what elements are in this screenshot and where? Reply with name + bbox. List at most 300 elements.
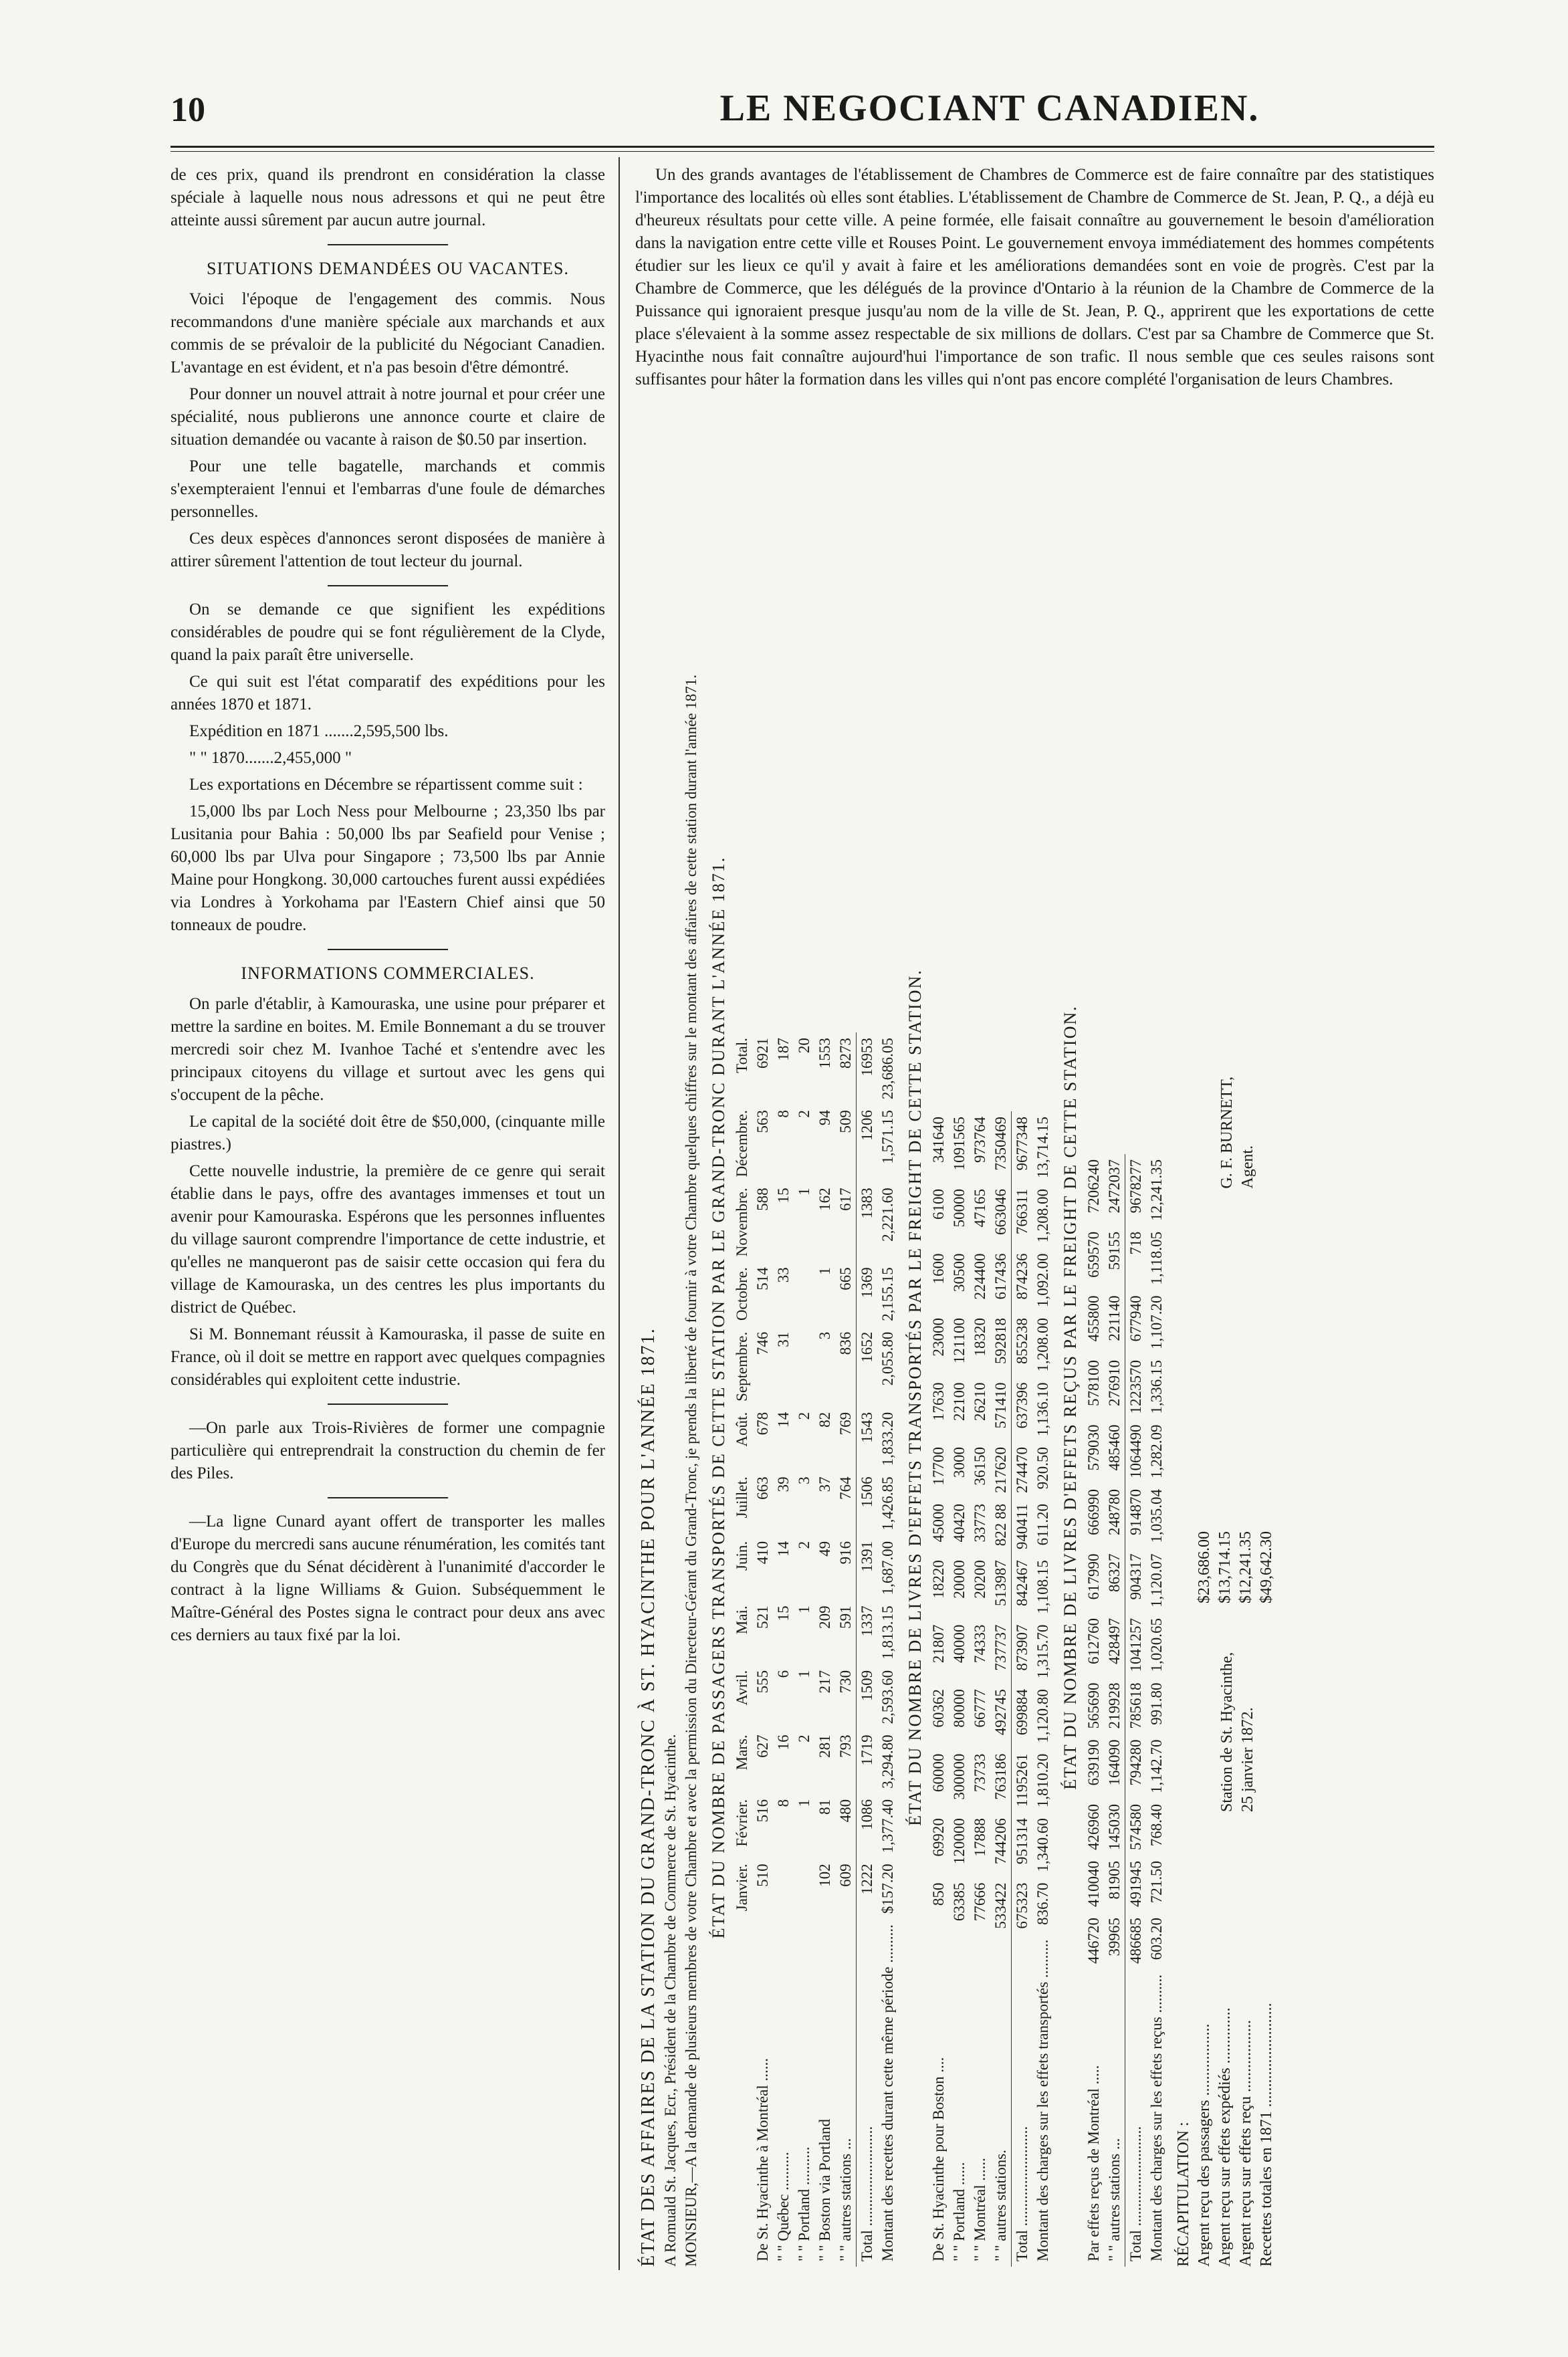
month-header: Janvier. bbox=[734, 1864, 750, 1912]
table-cell: 1,020.65 bbox=[1148, 1617, 1165, 1672]
table-cell: 1,120.80 bbox=[1034, 1689, 1051, 1743]
table-cell: 162 bbox=[816, 1188, 833, 1211]
table-cell: 18220 bbox=[930, 1560, 947, 1599]
table-cell: 17630 bbox=[930, 1382, 947, 1421]
signature-block bbox=[1217, 1077, 1258, 1812]
table-cell: 6100 bbox=[930, 1188, 947, 1220]
table-cell: 509 bbox=[837, 1110, 854, 1133]
table-cell: 836.70 bbox=[1034, 1882, 1051, 1925]
table-cell: 591 bbox=[837, 1605, 854, 1629]
paragraph: Les exportations en Décembre se répartissent comme suit : bbox=[189, 776, 583, 794]
table-cell: 617436 bbox=[992, 1253, 1009, 1300]
paragraph: On parle d'établir, à Kamouraska, une usine pour préparer et mettre la sardine en boites. M. Emile Bonnemant a du se trouver mercredi soir chez M. Ivanhoe Taché et s'entendre avec les principaux citoyens du village et surtout avec les gens qui s'occupent de la pêche. bbox=[171, 995, 605, 1104]
freight-sent-table-title: ÉTAT DU NOMBRE DE LIVRES D'EFFETS TRANSPORTÉS PAR LE FREIGHT DE CETTE STATION. bbox=[905, 969, 925, 1826]
table-cell: 221140 bbox=[1106, 1295, 1123, 1341]
table-cell: 1652 bbox=[857, 1327, 878, 1407]
table-row bbox=[1083, 1154, 1104, 2267]
table-cell: 8 bbox=[775, 1110, 792, 1118]
table-cell: 63385 bbox=[951, 1882, 968, 1922]
right-column bbox=[635, 164, 1434, 391]
table-cell: 33 bbox=[775, 1267, 792, 1283]
table-cell: 516 bbox=[754, 1799, 771, 1823]
table-cell: 187 bbox=[775, 1038, 792, 1061]
table-cell: 1195261 bbox=[1012, 1749, 1033, 1813]
table-cell: 3 bbox=[796, 1476, 812, 1484]
row-label: " " autres stations ... bbox=[1106, 2138, 1123, 2261]
table-cell: 7350469 bbox=[992, 1116, 1009, 1171]
table-cell: 678 bbox=[754, 1412, 771, 1436]
table-cell: 8 bbox=[775, 1799, 792, 1807]
table-cell: 485460 bbox=[1106, 1424, 1123, 1471]
table-cell: 164090 bbox=[1106, 1739, 1123, 1786]
table-cell: 30500 bbox=[951, 1253, 968, 1292]
table-cell: 822 88 bbox=[992, 1503, 1009, 1547]
table-cell: $157.20 bbox=[879, 1864, 896, 1914]
passengers-rows bbox=[752, 1032, 898, 2267]
table-cell: 785618 bbox=[1125, 1677, 1147, 1734]
table-cell: 1,208.00 bbox=[1034, 1317, 1051, 1372]
table-cell bbox=[794, 1858, 814, 1919]
table-cell: 665 bbox=[837, 1267, 854, 1290]
table-cell: 617990 bbox=[1085, 1553, 1102, 1600]
table-cell: 446720 bbox=[1085, 1917, 1102, 1964]
table-cell: 1064490 bbox=[1125, 1419, 1147, 1484]
table-cell: 627 bbox=[754, 1734, 771, 1758]
table-row bbox=[835, 1032, 857, 2267]
row-label: Montant des charges sur les effets transportés .......... bbox=[1034, 1939, 1051, 2261]
table-cell: 2,593.60 bbox=[879, 1670, 896, 1724]
row-label: De St. Hyacinthe à Montréal ...... bbox=[754, 2057, 771, 2261]
table-cell: 1,118.05 bbox=[1148, 1231, 1165, 1285]
table-cell: 20 bbox=[796, 1038, 812, 1054]
table-cell: 1 bbox=[796, 1670, 812, 1678]
table-cell: 8273 bbox=[837, 1038, 854, 1069]
table-cell: 1,120.07 bbox=[1148, 1553, 1165, 1607]
divider bbox=[328, 244, 448, 245]
table-header-row bbox=[732, 1032, 752, 2267]
table-cell: 675323 bbox=[1012, 1878, 1033, 1934]
table-cell: 1223570 bbox=[1125, 1355, 1147, 1420]
passengers-table bbox=[732, 1032, 898, 2267]
table-cell: 2 bbox=[796, 1541, 812, 1549]
shipment-line: " " 1870.......2,455,000 " bbox=[189, 749, 352, 767]
table-cell: 1206 bbox=[857, 1105, 878, 1182]
table-cell: 1091565 bbox=[951, 1116, 968, 1171]
recap-value: $13,714.15 bbox=[1216, 1531, 1234, 1603]
station-place: Station de St. Hyacinthe, bbox=[1218, 1652, 1236, 1812]
table-cell: 6921 bbox=[754, 1038, 771, 1069]
table-cell: 3 bbox=[816, 1331, 833, 1340]
row-label: Total .......................... bbox=[1012, 1934, 1033, 2267]
table-cell: 217620 bbox=[992, 1446, 1009, 1493]
table-cell: 23000 bbox=[930, 1317, 947, 1357]
table-cell: 1,377.40 bbox=[879, 1799, 896, 1854]
table-cell: 991.80 bbox=[1148, 1682, 1165, 1725]
table-cell: 1,108.15 bbox=[1034, 1560, 1051, 1614]
table-cell: 276910 bbox=[1106, 1359, 1123, 1406]
table-cell: 1600 bbox=[930, 1253, 947, 1284]
table-cell: 21807 bbox=[930, 1624, 947, 1664]
recap-label: Recettes totales en 1871 .......................... bbox=[1258, 2003, 1275, 2267]
table-cell: 609 bbox=[837, 1864, 854, 1887]
station-date: 25 janvier 1872. bbox=[1239, 1707, 1256, 1812]
table-cell bbox=[794, 1327, 814, 1407]
table-cell: 47165 bbox=[972, 1188, 988, 1228]
table-cell: 73733 bbox=[972, 1753, 988, 1793]
shipment-line: Expédition en 1871 .......2,595,500 lbs. bbox=[189, 722, 449, 740]
table-cell: 209 bbox=[816, 1605, 833, 1629]
row-label: Par effets reçus de Montréal ..... bbox=[1085, 2065, 1102, 2261]
table-cell: 1,142.70 bbox=[1148, 1739, 1165, 1793]
table-cell: 1,208.00 bbox=[1034, 1188, 1051, 1243]
table-cell: 20000 bbox=[951, 1560, 968, 1599]
table-cell: 33773 bbox=[972, 1503, 988, 1543]
table-cell: 904317 bbox=[1125, 1548, 1147, 1613]
paragraph: Cette nouvelle industrie, la première de ce genre qui serait établie dans le pays, offre des avantages immenses et tout un avenir pour Kamouraska. Espérons que les personnes influentes du village sauront comprendre l'importance de cette industrie, et qu'elles ne manqueront pas de saisir cette occasion qui fera du village de Kamouraska, un des centres les plus importants du district de Québec. bbox=[171, 1162, 605, 1317]
table-cell: 1,571.15 bbox=[879, 1110, 896, 1164]
table-row bbox=[949, 1111, 970, 2267]
table-cell: 578100 bbox=[1085, 1359, 1102, 1406]
table-cell: 592818 bbox=[992, 1317, 1009, 1364]
table-cell: 14 bbox=[775, 1541, 792, 1557]
table-cell: 920.50 bbox=[1034, 1446, 1051, 1490]
table-cell: 746 bbox=[754, 1331, 771, 1355]
table-cell: 766311 bbox=[1012, 1184, 1033, 1248]
table-cell: 1,136.10 bbox=[1034, 1382, 1051, 1436]
table-cell: 486685 bbox=[1125, 1912, 1147, 1969]
table-cell: 659570 bbox=[1085, 1231, 1102, 1278]
table-cell: 13,714.15 bbox=[1034, 1116, 1051, 1178]
freight-sent-rows bbox=[928, 1111, 1053, 2267]
table-cell: 77666 bbox=[972, 1882, 988, 1922]
table-cell: 81905 bbox=[1106, 1860, 1123, 1900]
table-cell: 533422 bbox=[992, 1882, 1009, 1929]
table-cell: 274470 bbox=[1012, 1442, 1033, 1498]
divider bbox=[328, 1497, 448, 1498]
table-cell: 426960 bbox=[1085, 1803, 1102, 1850]
paragraph: Ce qui suit est l'état comparatif des expéditions pour les années 1870 et 1871. bbox=[171, 673, 605, 713]
table-cell: 9678277 bbox=[1125, 1154, 1147, 1226]
table-cell: 574580 bbox=[1125, 1799, 1147, 1856]
divider bbox=[328, 949, 448, 950]
table-cell: 82 bbox=[816, 1412, 833, 1428]
divider bbox=[328, 585, 448, 586]
table-cell: 763186 bbox=[992, 1753, 1009, 1800]
row-label: " " Montréal ...... bbox=[972, 2158, 988, 2261]
table-cell: 1,035.04 bbox=[1148, 1488, 1165, 1543]
table-cell: 914870 bbox=[1125, 1484, 1147, 1549]
table-cell: 86327 bbox=[1106, 1553, 1123, 1592]
table-cell: 563 bbox=[754, 1110, 771, 1133]
table-cell: 1383 bbox=[857, 1182, 878, 1262]
row-label: De St. Hyacinthe pour Boston .... bbox=[930, 2057, 947, 2261]
month-header: Décembre. bbox=[734, 1110, 750, 1177]
paragraph: Si M. Bonnemant réussit à Kamouraska, il passe de suite en France, où il doit se mettre en rapport avec quelques compagnies considérables qui exploitent cette industrie. bbox=[171, 1325, 605, 1389]
recap-total-row bbox=[1256, 1531, 1277, 2267]
table-cell: 36150 bbox=[972, 1446, 988, 1486]
table-cell: 22100 bbox=[951, 1382, 968, 1421]
recap-value: $12,241.35 bbox=[1237, 1531, 1254, 1603]
divider bbox=[328, 1404, 448, 1405]
table-cell: 721.50 bbox=[1148, 1860, 1165, 1904]
table-cell: 663046 bbox=[992, 1188, 1009, 1235]
report-title: ÉTAT DES AFFAIRES DE LA STATION DU GRAND-TRONC À ST. HYACINTHE POUR L'ANNÉE 1871. bbox=[638, 1327, 659, 2267]
table-cell: 217 bbox=[816, 1670, 833, 1694]
table-cell: 3,294.80 bbox=[879, 1734, 896, 1789]
table-cell bbox=[773, 1858, 794, 1919]
table-cell: 699884 bbox=[1012, 1684, 1033, 1749]
table-cell: 74333 bbox=[972, 1624, 988, 1664]
table-cell: 219928 bbox=[1106, 1682, 1123, 1729]
table-cell: 491945 bbox=[1125, 1856, 1147, 1912]
newspaper-title: LE NEGOCIANT CANADIEN. bbox=[719, 88, 1260, 129]
table-cell: 2 bbox=[796, 1734, 812, 1743]
paragraph: de ces prix, quand ils prendront en considération la classe spéciale à laquelle nous nous adressons et qui ne peut être atteinte aussi sûrement par aucun autre journal. bbox=[171, 166, 605, 229]
table-cell: 3000 bbox=[951, 1446, 968, 1478]
table-cell: 16 bbox=[775, 1734, 792, 1751]
table-cell: 973764 bbox=[972, 1116, 988, 1163]
table-cell: 49 bbox=[816, 1541, 833, 1557]
table-cell: 15 bbox=[775, 1605, 792, 1621]
table-cell: 1369 bbox=[857, 1262, 878, 1327]
table-cell: 730 bbox=[837, 1670, 854, 1694]
table-cell: 677940 bbox=[1125, 1290, 1147, 1355]
table-cell: 850 bbox=[930, 1882, 947, 1906]
page-number: 10 bbox=[171, 91, 205, 129]
table-cell: 565690 bbox=[1085, 1682, 1102, 1729]
table-row bbox=[1146, 1154, 1167, 2267]
table-cell: 248780 bbox=[1106, 1488, 1123, 1535]
table-cell: 2 bbox=[796, 1412, 812, 1420]
paragraph: Ces deux espèces d'annonces seront disposées de manière à attirer sûrement l'attention de tout lecteur du journal. bbox=[171, 530, 605, 570]
table-cell: 45000 bbox=[930, 1503, 947, 1543]
header-rule bbox=[171, 146, 1434, 148]
month-header: Novembre. bbox=[734, 1188, 750, 1257]
section-heading: INFORMATIONS COMMERCIALES. bbox=[241, 964, 535, 983]
row-label: " " Portland .......... bbox=[796, 2146, 812, 2261]
freight-received-table-title: ÉTAT DU NOMBRE DE LIVRES D'EFFETS REÇUS PAR LE FREIGHT DE CETTE STATION. bbox=[1060, 1005, 1080, 1790]
table-cell: 480 bbox=[837, 1799, 854, 1823]
table-cell: 555 bbox=[754, 1670, 771, 1694]
report-letter: MONSIEUR,—A la demande de plusieurs membres de votre Chambre et avec la permission du Directeur-Gérant du Grand-Tronc, je prends la liberté de fournir à votre Chambre quelques chiffres sur le montant des affaires de cette station durant l'année 1871. bbox=[683, 674, 699, 2267]
table-cell: 102 bbox=[816, 1864, 833, 1887]
table-cell: 1086 bbox=[857, 1794, 878, 1859]
recap-row bbox=[1236, 1531, 1256, 2267]
table-cell: 26210 bbox=[972, 1382, 988, 1421]
table-row bbox=[1032, 1111, 1053, 2267]
table-cell: 9677348 bbox=[1012, 1111, 1033, 1184]
table-cell: 769 bbox=[837, 1412, 854, 1436]
table-cell: 1,315.70 bbox=[1034, 1624, 1051, 1679]
table-cell: 300000 bbox=[951, 1753, 968, 1800]
table-cell: 513987 bbox=[992, 1560, 1009, 1607]
intro-paragraph: Un des grands avantages de l'établissement de Chambres de Commerce est de faire connaître par des statistiques l'importance des localités où elles sont établies. L'établissement de Chambre de Commerce de St. Jean, P. Q., a déjà eu d'heureux résultats pour cette ville. A peine formée, elle faisait connaître au gouvernement le besoin d'amélioration dans la navigation entre cette ville et Rouses Point. Le gouvernement envoya immédiatement des hommes compétents étudier sur les lieux ce qu'il y avait à faire et les améliorations demandées sont en voie de progrès. C'est par la Chambre de Commerce, que les délégués de la province d'Ontario à la réunion de la Chambre de Commerce de la Puissance qui ignoraient presque jusqu'au nom de la ville de St. Jean, P. Q., apprirent que les exportations de cette place s'élevaient à la somme assez respectable de six millions de dollars. C'est par sa Chambre de Commerce que St. Hyacinthe nous fait connaître aujourd'hui l'importance de son trafic. Il nous semble que ces seules raisons sont suffisantes pour hâter la formation dans les villes qui n'ont pas encore complété l'organisation de leurs Chambres. bbox=[635, 166, 1434, 388]
table-cell: 617 bbox=[837, 1188, 854, 1211]
table-cell: 588 bbox=[754, 1188, 771, 1211]
row-label: " " autres stations ... bbox=[837, 2138, 854, 2261]
table-cell: 1719 bbox=[857, 1729, 878, 1794]
table-cell: 12,241.35 bbox=[1148, 1159, 1165, 1221]
row-label: " " Portland ...... bbox=[951, 2162, 968, 2261]
column-divider bbox=[619, 157, 620, 2270]
table-cell: 855238 bbox=[1012, 1313, 1033, 1377]
table-cell: 571410 bbox=[992, 1382, 1009, 1429]
table-cell bbox=[794, 1262, 814, 1327]
table-cell: 1,340.60 bbox=[1034, 1818, 1051, 1872]
table-cell: 66777 bbox=[972, 1689, 988, 1728]
table-cell: 1,687.00 bbox=[879, 1541, 896, 1595]
table-cell: 1,336.15 bbox=[1148, 1359, 1165, 1414]
paragraph: Pour donner un nouvel attrait à notre journal et pour créer une spécialité, nous publierons une annonce courte et claire de situation demandée ou vacante à raison de $0.50 par insertion. bbox=[171, 385, 605, 449]
table-cell: 39 bbox=[775, 1476, 792, 1492]
recap-value: $23,686.00 bbox=[1196, 1531, 1213, 1603]
table-cell: 145030 bbox=[1106, 1803, 1123, 1850]
table-cell: 2,055.80 bbox=[879, 1331, 896, 1386]
table-cell: 514 bbox=[754, 1267, 771, 1290]
table-cell: 428497 bbox=[1106, 1617, 1123, 1664]
table-cell: 2,221.60 bbox=[879, 1188, 896, 1242]
table-row bbox=[773, 1032, 794, 2267]
table-row bbox=[990, 1111, 1012, 2267]
table-cell: 69920 bbox=[930, 1818, 947, 1857]
table-cell: 836 bbox=[837, 1331, 854, 1355]
table-cell: 7206240 bbox=[1085, 1159, 1102, 1214]
table-cell: 40420 bbox=[951, 1503, 968, 1543]
table-cell: 281 bbox=[816, 1734, 833, 1758]
table-cell: 579030 bbox=[1085, 1424, 1102, 1471]
header-rule-thin bbox=[171, 151, 1434, 152]
table-cell: 60362 bbox=[930, 1689, 947, 1728]
table-cell: 612760 bbox=[1085, 1617, 1102, 1664]
recap-label: Argent reçu sur effets expédiés .............. bbox=[1216, 2007, 1234, 2267]
table-cell: 1543 bbox=[857, 1407, 878, 1472]
table-cell: 94 bbox=[816, 1110, 833, 1126]
table-cell: 1,810.20 bbox=[1034, 1753, 1051, 1808]
table-cell: 2,155.15 bbox=[879, 1267, 896, 1321]
station-report bbox=[635, 515, 1434, 2280]
recap-label: Argent reçu sur effets reçu .................. bbox=[1237, 2020, 1254, 2267]
table-cell: 31 bbox=[775, 1331, 792, 1347]
recap-row bbox=[1194, 1531, 1215, 2267]
table-cell: 18320 bbox=[972, 1317, 988, 1357]
table-cell: 80000 bbox=[951, 1689, 968, 1728]
table-cell: 1 bbox=[796, 1188, 812, 1196]
table-row bbox=[814, 1032, 835, 2267]
table-cell: 951314 bbox=[1012, 1813, 1033, 1878]
table-cell: 718 bbox=[1125, 1226, 1147, 1290]
table-cell: 23,686.05 bbox=[879, 1038, 896, 1100]
freight-sent-table bbox=[928, 1111, 1053, 2267]
table-cell: 1391 bbox=[857, 1536, 878, 1601]
report-addressee: A Romuald St. Jacques, Ecr., Président de la Chambre de Commerce de St. Hyacinthe. bbox=[662, 1734, 679, 2267]
table-cell: 17888 bbox=[972, 1818, 988, 1857]
table-cell: 1,092.00 bbox=[1034, 1253, 1051, 1307]
month-header: Mai. bbox=[734, 1605, 750, 1635]
table-cell: 1222 bbox=[857, 1858, 878, 1919]
table-cell: 2 bbox=[796, 1110, 812, 1118]
row-label: Total .......................... bbox=[1125, 1969, 1147, 2267]
table-cell: 410 bbox=[754, 1541, 771, 1565]
rotated-report-area bbox=[635, 515, 1434, 2280]
table-cell: 37 bbox=[816, 1476, 833, 1492]
month-header: Août. bbox=[734, 1412, 750, 1447]
table-cell: 20200 bbox=[972, 1560, 988, 1599]
table-cell: 455800 bbox=[1085, 1295, 1102, 1342]
passengers-table-title: ÉTAT DU NOMBRE DE PASSAGERS TRANSPORTÉS DE CETTE STATION PAR LE GRAND-TRONC DURANT L'ANNÉE 1871. bbox=[709, 856, 728, 1939]
left-column bbox=[171, 164, 605, 1651]
table-cell: 121100 bbox=[951, 1317, 968, 1364]
table-cell: 1,813.15 bbox=[879, 1605, 896, 1660]
signature-role: Agent. bbox=[1239, 1145, 1256, 1189]
table-cell: 940411 bbox=[1012, 1498, 1033, 1555]
table-cell: 1,426.85 bbox=[879, 1476, 896, 1531]
table-cell: 744206 bbox=[992, 1818, 1009, 1865]
table-row bbox=[970, 1111, 990, 2267]
table-cell: 764 bbox=[837, 1476, 854, 1500]
table-row bbox=[794, 1032, 814, 2267]
table-cell: 60000 bbox=[930, 1753, 947, 1793]
table-cell: 874236 bbox=[1012, 1248, 1033, 1313]
row-label: " " autres stations. bbox=[992, 2150, 1009, 2261]
table-cell: 510 bbox=[754, 1864, 771, 1887]
table-cell: 768.40 bbox=[1148, 1803, 1165, 1847]
table-cell: 1 bbox=[816, 1267, 833, 1275]
table-cell: 39965 bbox=[1106, 1917, 1123, 1956]
paragraph: —On parle aux Trois-Rivières de former une compagnie particulière qui entreprendrait la construction du chemin de fer des Piles. bbox=[171, 1419, 605, 1482]
month-header: Septembre. bbox=[734, 1331, 750, 1401]
table-cell: 492745 bbox=[992, 1689, 1009, 1736]
table-cell: 637396 bbox=[1012, 1377, 1033, 1442]
table-cell: 873907 bbox=[1012, 1619, 1033, 1684]
signature: G. F. BURNETT, bbox=[1218, 1077, 1236, 1189]
table-cell: 40000 bbox=[951, 1624, 968, 1664]
table-cell: 6 bbox=[775, 1670, 792, 1678]
month-header: Juin. bbox=[734, 1541, 750, 1571]
paragraph: On se demande ce que signifient les expéditions considérables de poudre qui se font régulièrement de la Clyde, quand la paix paraît être universelle. bbox=[171, 600, 605, 664]
table-cell: 611.20 bbox=[1034, 1503, 1051, 1546]
row-label: Montant des charges sur les effets reçus .......... bbox=[1148, 1974, 1165, 2261]
recap-label: Argent reçu des passagers .................. bbox=[1196, 2023, 1213, 2267]
table-row bbox=[877, 1032, 898, 2267]
table-cell: 1 bbox=[796, 1605, 812, 1613]
table-cell: 14 bbox=[775, 1412, 792, 1428]
table-cell: 17700 bbox=[930, 1446, 947, 1486]
table-cell: 16953 bbox=[857, 1032, 878, 1105]
table-cell: 1553 bbox=[816, 1038, 833, 1069]
table-cell: 1 bbox=[796, 1799, 812, 1807]
table-cell: 224400 bbox=[972, 1253, 988, 1300]
table-cell: 603.20 bbox=[1148, 1917, 1165, 1960]
table-cell: 1,282.09 bbox=[1148, 1424, 1165, 1478]
month-header: Avril. bbox=[734, 1670, 750, 1706]
freight-received-table bbox=[1083, 1154, 1167, 2267]
table-row bbox=[928, 1111, 949, 2267]
table-row bbox=[1125, 1154, 1147, 2267]
table-row bbox=[1012, 1111, 1033, 2267]
table-row bbox=[1104, 1154, 1125, 2267]
table-cell: 1509 bbox=[857, 1665, 878, 1730]
month-header: Juillet. bbox=[734, 1476, 750, 1519]
table-cell: 794280 bbox=[1125, 1734, 1147, 1799]
table-cell: 2472037 bbox=[1106, 1159, 1123, 1214]
table-cell: 1,833.20 bbox=[879, 1412, 896, 1466]
paragraph: Pour une telle bagatelle, marchands et commis s'exempteraient l'ennui et l'embarras d'une foule de démarches personnelles. bbox=[171, 457, 605, 521]
table-cell: 50000 bbox=[951, 1188, 968, 1228]
table-row bbox=[857, 1032, 878, 2267]
table-cell: 15 bbox=[775, 1188, 792, 1204]
table-cell: 81 bbox=[816, 1799, 833, 1815]
table-cell: 842467 bbox=[1012, 1555, 1033, 1619]
